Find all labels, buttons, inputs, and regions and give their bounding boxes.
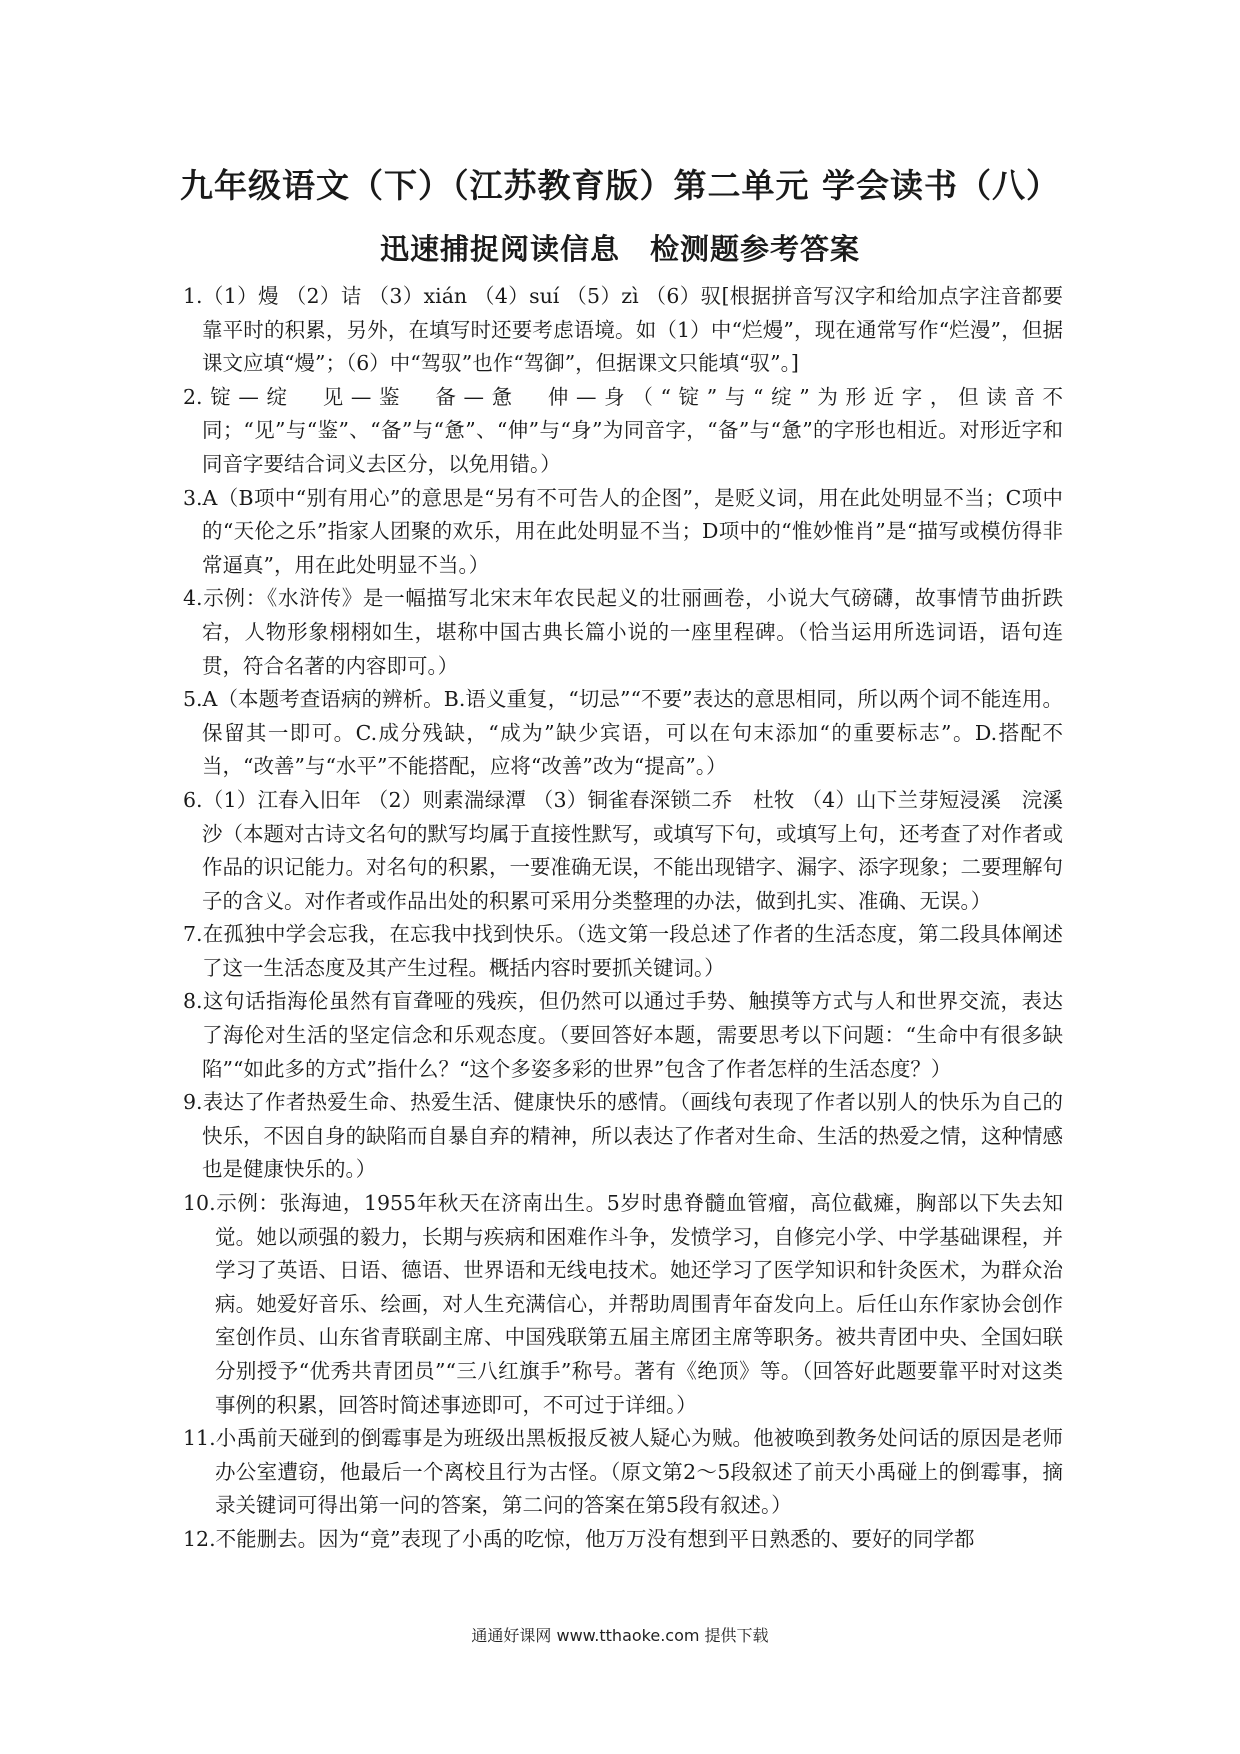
answer-item-11: 11.小禹前天碰到的倒霉事是为班级出黑板报反被人疑心为贼。他被唤到教务处问话的原因是老师办公室遭窃，他最后一个离校且行为古怪。（原文第2～5段叙述了前天小禹碰上的倒霉事，摘录关键词可得出第一问的答案，第二问的答案在第5段有叙述。） [183, 1426, 1063, 1518]
document-subtitle: 迅速捕捉阅读信息 检测题参考答案 [379, 232, 860, 266]
page-footer: 通通好课网 www.tthaoke.com 提供下载 [471, 1626, 769, 1645]
answer-item-7: 7.在孤独中学会忘我，在忘我中找到快乐。（选文第一段总述了作者的生活态度，第二段具体阐述了这一生活态度及其产生过程。概括内容时要抓关键词。） [183, 922, 1063, 980]
document-title: 九年级语文（下）（江苏教育版）第二单元 学会读书（八） [180, 166, 1060, 205]
answer-item-9: 9.表达了作者热爱生命、热爱生活、健康快乐的感情。（画线句表现了作者以别人的快乐为自己的快乐，不因自身的缺陷而自暴自弃的精神，所以表达了作者对生命、生活的热爱之情，这种情感也是健康快乐的。） [183, 1090, 1063, 1182]
answer-item-12: 12.不能删去。因为“竟”表现了小禹的吃惊，他万万没有想到平日熟悉的、要好的同学都 [183, 1526, 975, 1551]
answer-item-10: 10.示例：张海迪，1955年秋天在济南出生。5岁时患脊髓血管瘤，高位截瘫，胸部以下失去知觉。她以顽强的毅力，长期与疾病和困难作斗争，发愤学习，自修完小学、中学基础课程，并学习了英语、日语、德语、世界语和无线电技术。她还学习了医学知识和针灸医术，为群众治病。她爱好音乐、绘画，对人生充满信心，并帮助周围青年奋发向上。后任山东作家协会创作室创作员、山东省青联副主席、中国残联第五届主席团主席等职务。被共青团中央、全国妇联分别授予“优秀共青团员”“三八红旗手”称号。著有《绝顶》等。（回答好此题要靠平时对这类事例的积累，回答时简述事迹即可，不可过于详细。） [183, 1191, 1063, 1417]
answer-item-8: 8.这句话指海伦虽然有盲聋哑的残疾，但仍然可以通过手势、触摸等方式与人和世界交流，表达了海伦对生活的坚定信念和乐观态度。（要回答好本题，需要思考以下问题：“生命中有很多缺陷”“如此多的方式”指什么？“这个多姿多彩的世界”包含了作者怎样的生活态度？） [183, 989, 1063, 1081]
answer-item-3: 3.A（B项中“别有用心”的意思是“另有不可告人的企图”，是贬义词，用在此处明显不当；C项中的“天伦之乐”指家人团聚的欢乐，用在此处明显不当；D项中的“惟妙惟肖”是“描写或模仿得非常逼真”，用在此处明显不当。） [183, 485, 1063, 577]
answer-item-5: 5.A（本题考查语病的辨析。B.语义重复，“切忌”“不要”表达的意思相同，所以两个词不能连用。保留其一即可。C.成分残缺，“成为”缺少宾语，可以在句末添加“的重要标志”。D.搭配不当，“改善”与“水平”不能搭配，应将“改善”改为“提高”。） [183, 687, 1063, 779]
answer-item-2: 2.锭—绽 见—鉴 备—惫 伸—身（“锭”与“绽”为形近字，但读音不同；“见”与“鉴”、“备”与“惫”、“伸”与“身”为同音字，“备”与“惫”的字形也相近。对形近字和同音字要结合词义去区分，以免用错。） [183, 384, 1063, 476]
answer-list [183, 280, 1063, 1557]
answer-item-1: 1.（1）熳 （2）诘 （3）xián （4）suí （5）zì （6）驭[根据拼音写汉字和给加点字注音都要靠平时的积累，另外，在填写时还要考虑语境。如（1）中“烂熳”，现在通常写作“烂漫”，但据课文应填“熳”；（6）中“驾驭”也作“驾御”，但据课文只能填“驭”。] [183, 284, 1063, 376]
answer-item-4: 4.示例：《水浒传》是一幅描写北宋末年农民起义的壮丽画卷，小说大气磅礴，故事情节曲折跌宕，人物形象栩栩如生，堪称中国古典长篇小说的一座里程碑。（恰当运用所选词语，语句连贯，符合名著的内容即可。） [183, 586, 1063, 678]
answer-item-6: 6.（1）江春入旧年 （2）则素湍绿潭 （3）铜雀春深锁二乔 杜牧 （4）山下兰芽短浸溪 浣溪沙（本题对古诗文名句的默写均属于直接性默写，或填写下句，或填写上句，还考查了对作者或作品的识记能力。对名句的积累，一要准确无误，不能出现错字、漏字、添字现象；二要理解句子的含义。对作者或作品出处的积累可采用分类整理的办法，做到扎实、准确、无误。） [183, 787, 1063, 913]
